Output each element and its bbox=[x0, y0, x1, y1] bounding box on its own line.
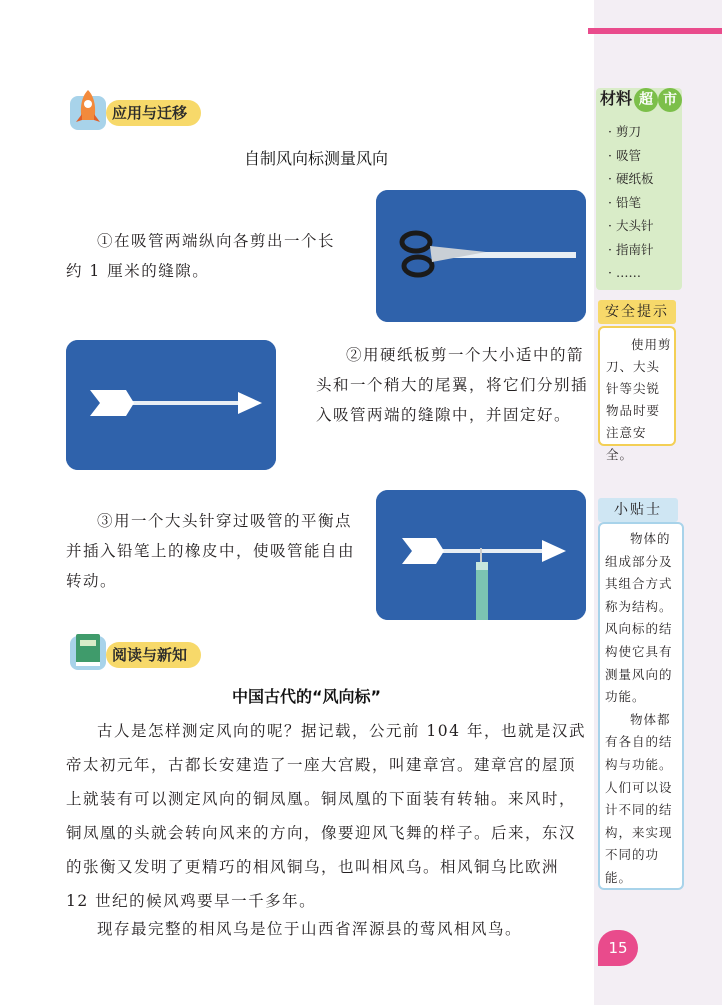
book-icon bbox=[68, 630, 110, 672]
step-2-text bbox=[316, 340, 590, 430]
materials-title-circle-1: 超 bbox=[634, 88, 658, 112]
reading-paragraph-2: 现存最完整的相风乌是位于山西省浑源县的莺风相风鸟。 bbox=[97, 920, 523, 938]
rocket-icon bbox=[68, 88, 110, 130]
section-badge-reading bbox=[68, 630, 238, 670]
page-number: 15 bbox=[598, 930, 638, 966]
material-item: · 硬纸板 bbox=[608, 167, 653, 191]
step-2-body: ②用硬纸板剪一个大小适中的箭头和一个稍大的尾翼，将它们分别插入吸管两端的缝隙中，并固定好。 bbox=[316, 346, 589, 424]
material-item: · 指南针 bbox=[608, 238, 653, 262]
material-item: · …… bbox=[608, 261, 653, 285]
photo-arrow-straw bbox=[66, 340, 276, 470]
materials-list bbox=[608, 120, 653, 285]
step-1-text: ①在吸管两端纵向各剪出一个长约 1 厘米的缝隙。 bbox=[66, 232, 336, 280]
tip-title: 小贴士 bbox=[598, 498, 678, 522]
tip-text-2: 物体都有各自的结构与功能。人们可以设计不同的结构，来实现不同的功能。 bbox=[605, 711, 673, 885]
materials-title bbox=[600, 86, 632, 109]
material-item: · 剪刀 bbox=[608, 120, 653, 144]
safety-text bbox=[598, 326, 676, 462]
material-item: · 吸管 bbox=[608, 144, 653, 168]
materials-title-circle-2: 市 bbox=[658, 88, 682, 112]
page-top-bar bbox=[588, 28, 722, 34]
material-item: · 铅笔 bbox=[608, 191, 653, 215]
materials-title-text: 材料 bbox=[600, 89, 633, 108]
material-item: · 大头针 bbox=[608, 214, 653, 238]
section-badge-apply bbox=[68, 88, 238, 128]
reading-title: 中国古代的“风向标” bbox=[232, 687, 382, 706]
section-label: 阅读与新知 bbox=[106, 642, 201, 668]
activity-title: 自制风向标测量风向 bbox=[244, 149, 389, 168]
safety-body: 使用剪刀、大头针等尖锐物品时要注意安全。 bbox=[606, 337, 672, 462]
photo-vane-on-pencil bbox=[376, 490, 586, 620]
photo-scissors-straw bbox=[376, 190, 586, 322]
reading-paragraph-1: 古人是怎样测定风向的呢？据记载，公元前 104 年，也就是汉武帝太初元年，古都长安建造了一座大宫殿，叫建章宫。建章宫的屋顶上就装有可以测定风向的铜凤凰。铜凤凰的下面装有转轴。来风时，铜凤凰的头就会转向风来的方向，像要迎风飞舞的样子。后来，东汉的张衡又发明了更精巧的相风铜乌，也叫相风乌。相风铜乌比欧洲 12 世纪的候风鸡要早一千多年。 bbox=[66, 722, 586, 910]
tip-text-1: 物体的组成部分及其组合方式称为结构。风向标的结构使它具有测量风向的功能。 bbox=[605, 531, 673, 705]
tip-text bbox=[598, 522, 684, 890]
safety-title: 安全提示 bbox=[598, 300, 676, 324]
step-3-text: ③用一个大头针穿过吸管的平衡点并插入铅笔上的橡皮中，使吸管能自由转动。 bbox=[66, 512, 356, 590]
section-label: 应用与迁移 bbox=[106, 100, 201, 126]
